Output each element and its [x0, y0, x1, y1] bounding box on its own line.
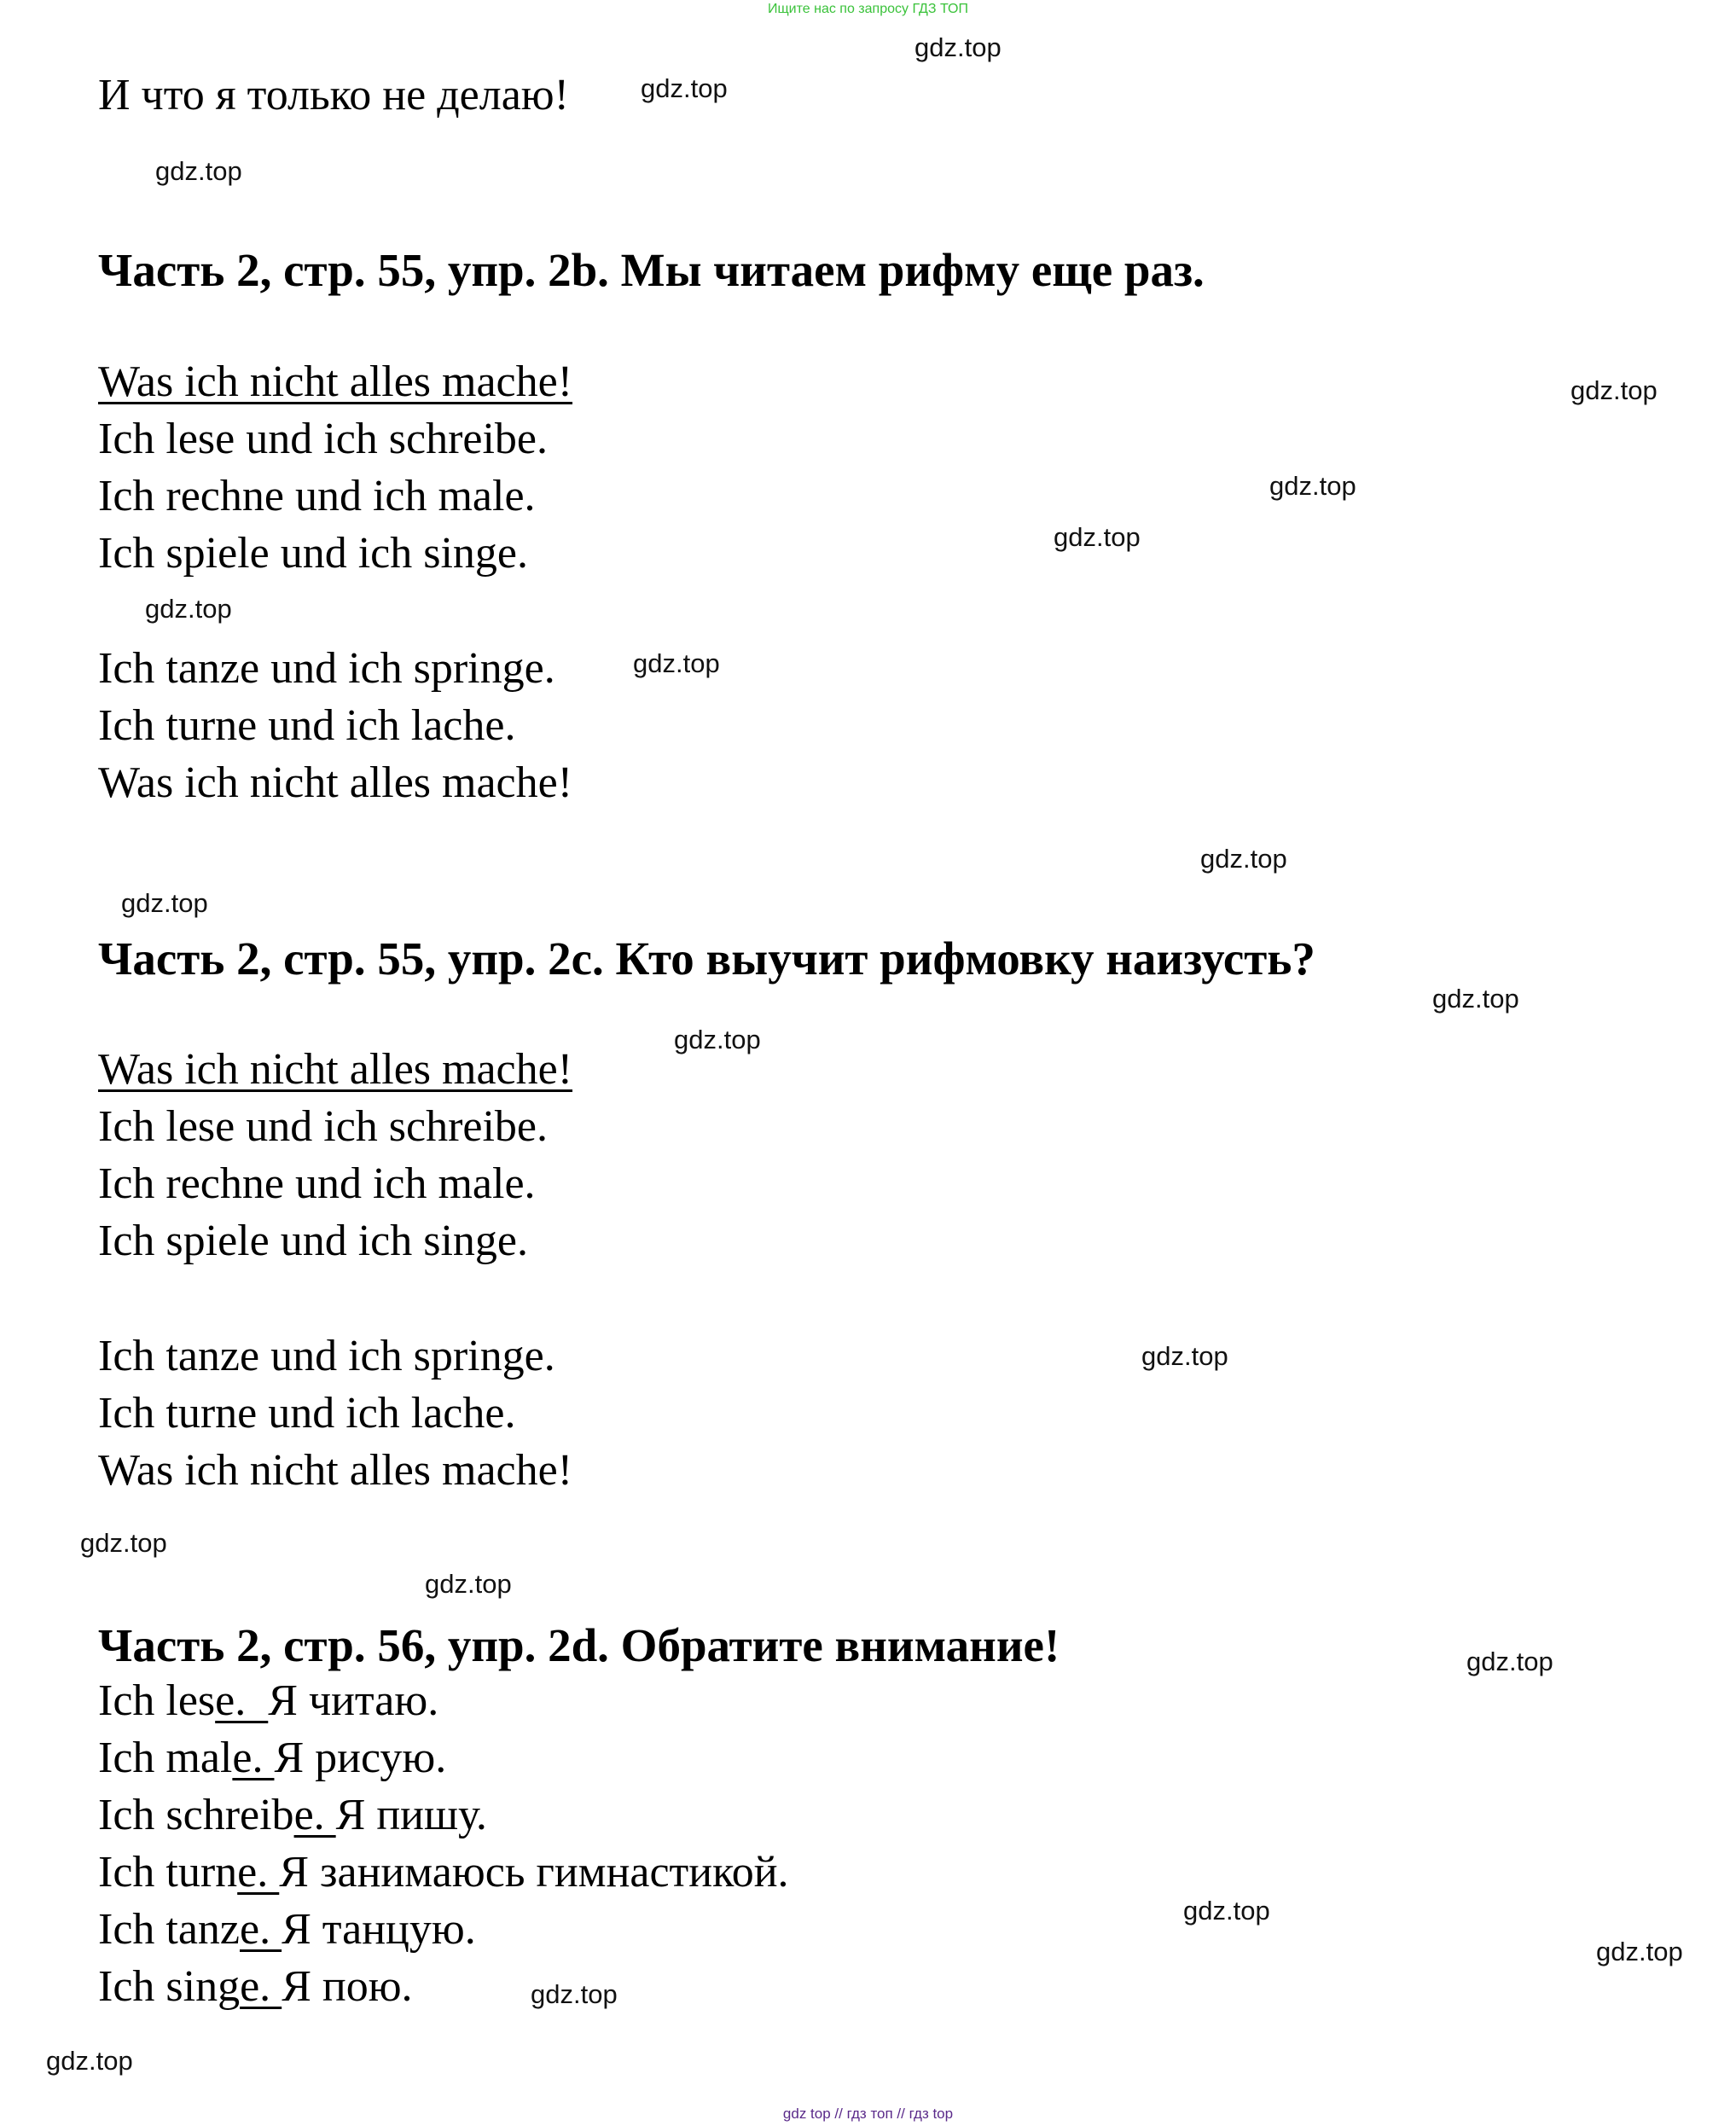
section-2b-line: Ich tanze und ich springe. — [98, 644, 555, 693]
watermark: gdz.top — [1466, 1647, 1553, 1676]
translation: Я читаю. — [268, 1676, 439, 1725]
watermark: gdz.top — [1200, 844, 1287, 874]
section-2d-row — [98, 1676, 438, 1726]
watermark: gdz.top — [641, 73, 728, 103]
section-2d-row — [98, 1961, 413, 2012]
watermark: gdz.top — [531, 1979, 618, 2009]
section-2c-line: Ich spiele und ich singe. — [98, 1217, 528, 1265]
verb-ending: e. — [240, 1962, 282, 2011]
section-2b-title-line: Was ich nicht alles mache! — [98, 357, 573, 406]
watermark: gdz.top — [914, 32, 1002, 62]
watermark: gdz.top — [674, 1025, 761, 1054]
footer-links: gdz top // гдз топ // гдз top — [782, 2106, 954, 2122]
section-2d-row — [98, 1733, 446, 1783]
section-2c-line: Ich lese und ich schreibe. — [98, 1102, 549, 1151]
watermark: gdz.top — [155, 156, 242, 186]
top-banner: Ищите нас по запросу ГДЗ ТОП — [768, 2, 968, 16]
translation: Я танцую. — [282, 1905, 476, 1954]
watermark: gdz.top — [1571, 375, 1658, 405]
translation: Я пою. — [282, 1962, 413, 2011]
watermark: gdz.top — [1183, 1896, 1270, 1926]
section-2c-line: Ich tanze und ich springe. — [98, 1332, 555, 1380]
translation: Я пишу. — [335, 1791, 487, 1839]
watermark: gdz.top — [1141, 1341, 1228, 1371]
section-2c-line: Was ich nicht alles mache! — [98, 1446, 573, 1495]
watermark: gdz.top — [425, 1569, 512, 1599]
verb-ending: e. — [215, 1676, 269, 1725]
section-2d-heading: Часть 2, стр. 56, упр. 2d. Обратите внимание! — [98, 1619, 1060, 1671]
section-2b-line: Was ich nicht alles mache! — [98, 758, 573, 807]
verb-ending: e. — [240, 1905, 282, 1954]
section-2d-row — [98, 1904, 476, 1955]
verb-stem: Ich mal — [98, 1734, 233, 1782]
verb-stem: Ich turn — [98, 1848, 238, 1897]
section-2b-heading: Часть 2, стр. 55, упр. 2b. Мы читаем рифму еще раз. — [98, 244, 1205, 296]
watermark: gdz.top — [1054, 522, 1141, 552]
verb-stem: Ich tanz — [98, 1905, 241, 1954]
watermark: gdz.top — [46, 2046, 133, 2076]
watermark: gdz.top — [145, 594, 232, 624]
section-2c-title-line: Was ich nicht alles mache! — [98, 1045, 573, 1094]
section-2b-line: Ich rechne und ich male. — [98, 472, 536, 520]
watermark: gdz.top — [1432, 984, 1519, 1014]
section-2c-line: Ich turne und ich lache. — [98, 1389, 516, 1438]
watermark: gdz.top — [633, 648, 720, 678]
section-2c-line: Ich rechne und ich male. — [98, 1159, 536, 1208]
watermark: gdz.top — [1596, 1937, 1683, 1966]
section-2b-line: Ich spiele und ich singe. — [98, 529, 528, 578]
section-2d-row — [98, 1847, 789, 1897]
section-2d-row — [98, 1790, 487, 1840]
section-2c-heading: Часть 2, стр. 55, упр. 2c. Кто выучит рифмовку наизусть? — [98, 932, 1315, 985]
intro-line: И что я только не делаю! — [98, 71, 569, 119]
watermark: gdz.top — [121, 888, 208, 918]
verb-ending: e. — [237, 1848, 280, 1897]
watermark: gdz.top — [80, 1528, 167, 1558]
section-2b-line: Ich turne und ich lache. — [98, 701, 516, 750]
translation: Я занимаюсь гимнастикой. — [279, 1848, 789, 1897]
watermark: gdz.top — [1269, 471, 1356, 501]
verb-stem: Ich sing — [98, 1962, 241, 2011]
verb-stem: Ich les — [98, 1676, 216, 1725]
verb-stem: Ich schreib — [98, 1791, 294, 1839]
verb-ending: e. — [293, 1791, 336, 1839]
translation: Я рисую. — [274, 1734, 447, 1782]
section-2b-line: Ich lese und ich schreibe. — [98, 415, 549, 463]
verb-ending: e. — [232, 1734, 275, 1782]
